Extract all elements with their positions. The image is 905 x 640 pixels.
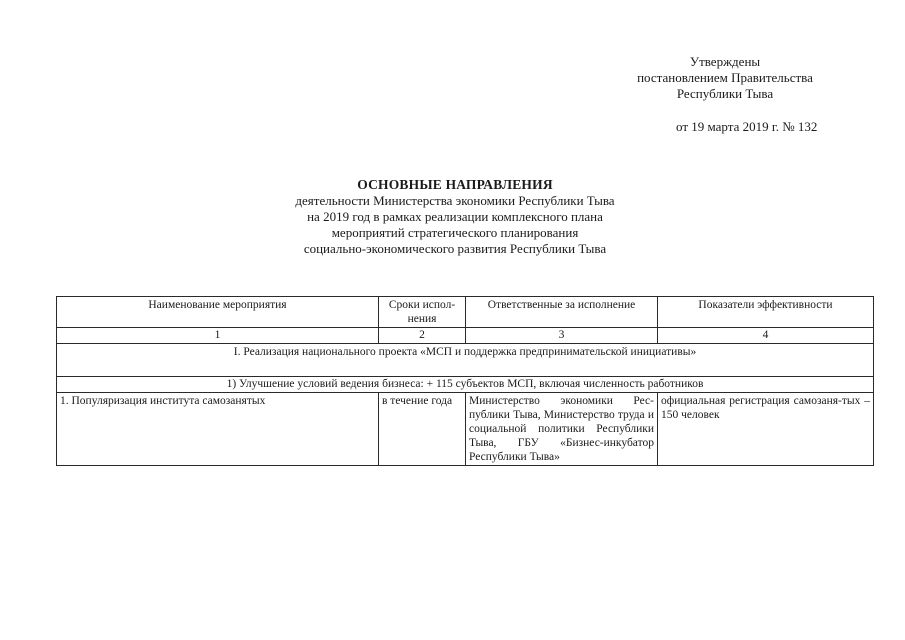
header-indicators: Показатели эффективности bbox=[658, 297, 874, 328]
subsection-title: 1) Улучшение условий ведения бизнеса: + 115 субъектов МСП, включая численность работников bbox=[57, 377, 874, 393]
event-responsible: Министерство экономики Рес-публики Тыва, Министерство труда и социальной политики Республики Тыва, ГБУ «Бизнес-инкубатор Республики Тыва» bbox=[466, 393, 658, 466]
approval-line-3: Республики Тыва bbox=[676, 86, 774, 101]
subsection-row bbox=[57, 377, 874, 393]
event-name: 1. Популяризация института самозанятых bbox=[57, 393, 379, 466]
header-responsible: Ответственные за исполнение bbox=[466, 297, 658, 328]
approval-date: от 19 марта 2019 г. № 132 bbox=[676, 119, 818, 134]
approval-block bbox=[620, 54, 830, 102]
header-name: Наименование мероприятия bbox=[57, 297, 379, 328]
event-indicators: официальная регистрация самозаня-тых – 150 человек bbox=[658, 393, 874, 466]
column-number: 2 bbox=[379, 328, 466, 344]
section-title: I. Реализация национального проекта «МСП и поддержка предпринимательской инициативы» bbox=[57, 344, 874, 377]
title-block bbox=[230, 177, 680, 257]
approval-line-1: Утверждены bbox=[689, 54, 761, 69]
approval-line-2: постановлением Правительства bbox=[637, 70, 813, 85]
section-row bbox=[57, 344, 874, 377]
subtitle-line-4: социально-экономического развития Республики Тыва bbox=[303, 241, 607, 256]
header-term: Сроки испол-нения bbox=[379, 297, 466, 328]
subtitle-line-3: мероприятий стратегического планирования bbox=[331, 225, 579, 240]
subtitle-line-1: деятельности Министерства экономики Республики Тыва bbox=[295, 193, 615, 208]
events-table bbox=[56, 296, 874, 466]
column-number-row bbox=[57, 328, 874, 344]
subtitle-line-2: на 2019 год в рамках реализации комплексного плана bbox=[307, 209, 603, 224]
column-number: 1 bbox=[57, 328, 379, 344]
column-number: 3 bbox=[466, 328, 658, 344]
column-number: 4 bbox=[658, 328, 874, 344]
table-row bbox=[57, 393, 874, 466]
document-title: ОСНОВНЫЕ НАПРАВЛЕНИЯ bbox=[357, 177, 553, 192]
event-term: в течение года bbox=[379, 393, 466, 466]
header-row bbox=[57, 297, 874, 328]
